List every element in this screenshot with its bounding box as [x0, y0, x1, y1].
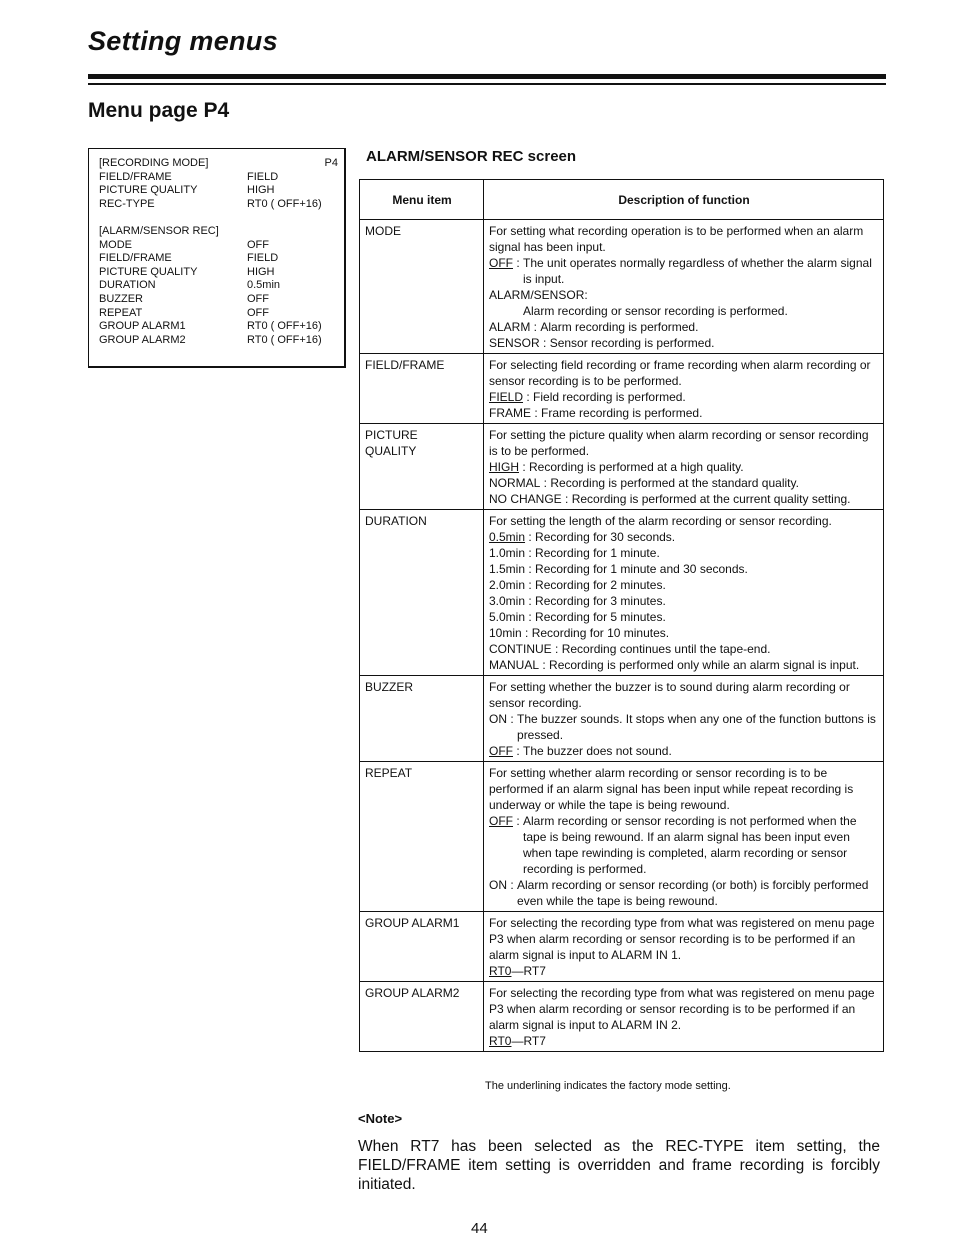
option-key: HIGH — [489, 460, 519, 474]
menu-item-cell: REPEAT — [360, 762, 484, 912]
menu-line-key: [RECORDING MODE] — [99, 157, 209, 169]
option-line — [489, 609, 879, 625]
option-text: Recording for 3 minutes. — [535, 594, 666, 608]
menu-line-key: FIELD/FRAME — [99, 252, 172, 265]
option-separator: : — [507, 878, 518, 892]
menu-line-value: HIGH — [247, 184, 275, 197]
menu-line-key: PICTURE QUALITY — [99, 265, 198, 278]
option-separator: : — [525, 562, 536, 576]
menu-line-value: RT0 ( OFF+16) — [247, 320, 322, 333]
section-title: Setting menus — [88, 26, 278, 56]
option-line — [489, 657, 879, 673]
option-line — [489, 335, 879, 351]
table-row — [360, 676, 884, 762]
menu-line-key: FIELD/FRAME — [99, 170, 172, 183]
note-body: When RT7 has been selected as the REC-TYPE item setting, the FIELD/FRAME item setting is overridden and frame recording is forcibly initiated. — [358, 1138, 880, 1193]
option-line — [489, 475, 879, 491]
table-title: ALARM/SENSOR REC screen — [366, 148, 577, 165]
menu-line-key: REPEAT — [99, 306, 143, 319]
description-intro: For selecting the recording type from what was registered on menu page P3 when alarm recording or sensor recording is to be performed if an alarm signal is input to ALARM IN 2. — [489, 986, 875, 1032]
option-separator: : — [507, 712, 518, 726]
option-line — [489, 813, 879, 877]
menu-item-cell: DURATION — [360, 510, 484, 676]
option-key: FIELD — [489, 390, 524, 404]
column-header-description: Description of function — [484, 180, 884, 220]
table-row — [360, 982, 884, 1052]
option-separator: : — [525, 594, 536, 608]
option-separator: : — [531, 406, 542, 420]
option-separator: : — [540, 476, 551, 490]
option-key: MANUAL — [489, 658, 540, 672]
option-text: Recording for 5 minutes. — [535, 610, 666, 624]
option-separator: : — [525, 546, 536, 560]
description-intro: For selecting field recording or frame recording when alarm recording or sensor recording is to be performed. — [489, 358, 871, 388]
option-separator: : — [525, 610, 536, 624]
option-key: 5.0min — [489, 610, 526, 624]
description-intro: For selecting the recording type from what was registered on menu page P3 when alarm recording or sensor recording is to be performed if an alarm signal is input to ALARM IN 1. — [489, 916, 875, 962]
menu-item-cell: MODE — [360, 220, 484, 354]
description-cell — [484, 354, 884, 424]
option-separator: : — [521, 626, 532, 640]
option-key: 1.5min — [489, 562, 526, 576]
option-key: RT0 — [489, 964, 512, 978]
menu-line — [97, 319, 338, 333]
option-separator: : — [530, 320, 541, 334]
table-row — [360, 220, 884, 354]
option-text: Sensor recording is performed. — [549, 336, 715, 350]
option-line — [489, 577, 879, 593]
option-key: 3.0min — [489, 594, 526, 608]
description-cell — [484, 982, 884, 1052]
option-text: The buzzer sounds. It stops when any one of the function buttons is pressed. — [517, 712, 876, 742]
menu-item-cell: PICTURE QUALITY — [360, 424, 484, 510]
option-line — [489, 561, 879, 577]
description-intro: For setting whether alarm recording or sensor recording is to be performed if an alarm signal has been input while repeat recording is underway or while the tape is being rewound. — [489, 766, 854, 812]
menu-item-cell: FIELD/FRAME — [360, 354, 484, 424]
menu-line — [97, 251, 338, 265]
menu-line — [97, 210, 338, 224]
description-intro: For setting the length of the alarm recording or sensor recording. — [489, 514, 832, 528]
option-separator: : — [539, 658, 550, 672]
note-heading: <Note> — [358, 1111, 403, 1126]
menu-line-value: FIELD — [247, 252, 279, 265]
function-table — [359, 179, 884, 1052]
option-text: —RT7 — [511, 1034, 546, 1048]
option-key: CONTINUE — [489, 642, 552, 656]
menu-line-value: 0.5min — [247, 279, 281, 292]
option-line — [489, 529, 879, 545]
menu-line-key: PICTURE QUALITY — [99, 184, 198, 197]
option-text: Recording for 10 minutes. — [531, 626, 670, 640]
option-key: RT0 — [489, 1034, 512, 1048]
option-key: 1.0min — [489, 546, 526, 560]
option-line — [489, 389, 879, 405]
option-key: NO CHANGE — [489, 492, 562, 506]
description-cell — [484, 762, 884, 912]
table-row — [360, 424, 884, 510]
option-separator: : — [525, 578, 536, 592]
table-row — [360, 762, 884, 912]
menu-line-key: MODE — [99, 238, 132, 251]
description-cell — [484, 220, 884, 354]
menu-line — [97, 183, 338, 197]
header-rule-thin — [88, 83, 886, 85]
table-header-row — [360, 180, 884, 220]
option-text: Recording for 2 minutes. — [535, 578, 666, 592]
option-text — [588, 287, 879, 303]
option-separator: : — [561, 492, 572, 506]
description-cell — [484, 424, 884, 510]
option-key: OFF — [489, 744, 513, 758]
option-key: ON — [489, 878, 507, 892]
option-key: 0.5min — [489, 530, 526, 544]
menu-page-label: P4 — [324, 157, 338, 169]
menu-box-top-border — [89, 148, 344, 149]
description-cell — [484, 676, 884, 762]
page-subtitle: Menu page P4 — [88, 99, 230, 122]
option-key: ALARM/SENSOR: — [489, 288, 588, 302]
option-line — [489, 303, 879, 319]
menu-line — [97, 333, 338, 347]
option-line — [489, 491, 879, 507]
column-header-menu-item: Menu item — [360, 180, 484, 220]
option-line — [489, 405, 879, 421]
option-separator: : — [523, 390, 534, 404]
option-text: The buzzer does not sound. — [523, 744, 672, 758]
option-line — [489, 545, 879, 561]
option-separator: : — [513, 256, 524, 270]
option-text: Recording for 1 minute and 30 seconds. — [535, 562, 748, 576]
menu-line-key: BUZZER — [99, 293, 143, 305]
option-line — [489, 593, 879, 609]
menu-item-cell: BUZZER — [360, 676, 484, 762]
option-line — [489, 255, 879, 287]
option-key: OFF — [489, 256, 513, 270]
option-line — [489, 1033, 879, 1049]
menu-item-cell: GROUP ALARM2 — [360, 982, 484, 1052]
option-key: ALARM — [489, 320, 531, 334]
menu-item-cell: GROUP ALARM1 — [360, 912, 484, 982]
option-text: Field recording is performed. — [533, 390, 686, 404]
description-intro: For setting whether the buzzer is to sound during alarm recording or sensor recording. — [489, 680, 850, 710]
option-text: Frame recording is performed. — [541, 406, 703, 420]
option-text: Recording for 30 seconds. — [535, 530, 676, 544]
option-text: Alarm recording or sensor recording is performed. — [523, 304, 788, 318]
description-cell — [484, 912, 884, 982]
menu-line-value: RT0 ( OFF+16) — [247, 197, 322, 210]
menu-line — [97, 156, 338, 170]
menu-line — [97, 238, 338, 252]
option-line — [489, 963, 879, 979]
page-number: 44 — [471, 1220, 488, 1237]
option-line — [489, 641, 879, 657]
option-text: Recording is performed at the standard quality. — [550, 476, 799, 490]
option-key: ON — [489, 712, 507, 726]
option-text: Alarm recording or sensor recording is not performed when the tape is being rewound. If an alarm signal has been input even when tape rewinding is completed, alarm recording or sensor recording is performed. — [523, 814, 857, 876]
menu-line-value: FIELD — [247, 170, 279, 183]
option-separator: : — [513, 814, 524, 828]
option-text: Alarm recording is performed. — [540, 320, 699, 334]
menu-line-key: [ALARM/SENSOR REC] — [99, 225, 219, 237]
option-line — [489, 625, 879, 641]
menu-screen-box — [88, 148, 346, 368]
description-intro: For setting what recording operation is to be performed when an alarm signal has been input. — [489, 224, 864, 254]
option-text: Alarm recording or sensor recording (or both) is forcibly performed even while the tape is being rewound. — [517, 878, 869, 908]
option-separator: : — [519, 460, 530, 474]
menu-line — [97, 197, 338, 211]
option-line — [489, 459, 879, 475]
menu-line-key: GROUP ALARM1 — [99, 320, 186, 333]
header-rule-thick — [88, 74, 886, 79]
option-key: OFF — [489, 814, 513, 828]
option-key: SENSOR — [489, 336, 540, 350]
menu-line — [97, 265, 338, 279]
option-separator: : — [539, 336, 550, 350]
table-row — [360, 354, 884, 424]
menu-line — [97, 292, 338, 306]
option-text: Recording is performed at a high quality. — [529, 460, 744, 474]
option-key: FRAME — [489, 406, 531, 420]
option-text: Recording for 1 minute. — [535, 546, 660, 560]
menu-line — [97, 306, 338, 320]
option-text: Recording is performed at the current quality setting. — [571, 492, 851, 506]
menu-line-value: RT0 ( OFF+16) — [247, 333, 322, 346]
menu-line — [97, 224, 338, 238]
option-key: 10min — [489, 626, 522, 640]
option-text: Recording is performed only while an alarm signal is input. — [549, 658, 860, 672]
menu-line-value: OFF — [247, 306, 269, 319]
menu-line-value: OFF — [247, 293, 269, 305]
menu-line — [97, 278, 338, 292]
option-key: NORMAL — [489, 476, 541, 490]
menu-line-value: OFF — [247, 238, 269, 251]
option-line — [489, 287, 879, 303]
option-key: 2.0min — [489, 578, 526, 592]
table-row — [360, 912, 884, 982]
menu-line — [97, 170, 338, 184]
option-text: —RT7 — [511, 964, 546, 978]
option-separator: : — [525, 530, 536, 544]
menu-line-value: HIGH — [247, 265, 275, 278]
table-row — [360, 510, 884, 676]
option-line — [489, 711, 879, 743]
menu-line-key: DURATION — [99, 279, 156, 292]
description-intro: For setting the picture quality when alarm recording or sensor recording is to be performed. — [489, 428, 869, 458]
option-line — [489, 319, 879, 335]
menu-line-key: GROUP ALARM2 — [99, 333, 186, 346]
option-separator: : — [551, 642, 562, 656]
option-text: Recording continues until the tape-end. — [561, 642, 771, 656]
option-text: The unit operates normally regardless of whether the alarm signal is input. — [523, 256, 872, 286]
menu-line-key: REC-TYPE — [99, 197, 155, 210]
option-line — [489, 877, 879, 909]
option-separator: : — [513, 744, 524, 758]
description-cell — [484, 510, 884, 676]
option-line — [489, 743, 879, 759]
footnote: The underlining indicates the factory mode setting. — [485, 1080, 731, 1092]
